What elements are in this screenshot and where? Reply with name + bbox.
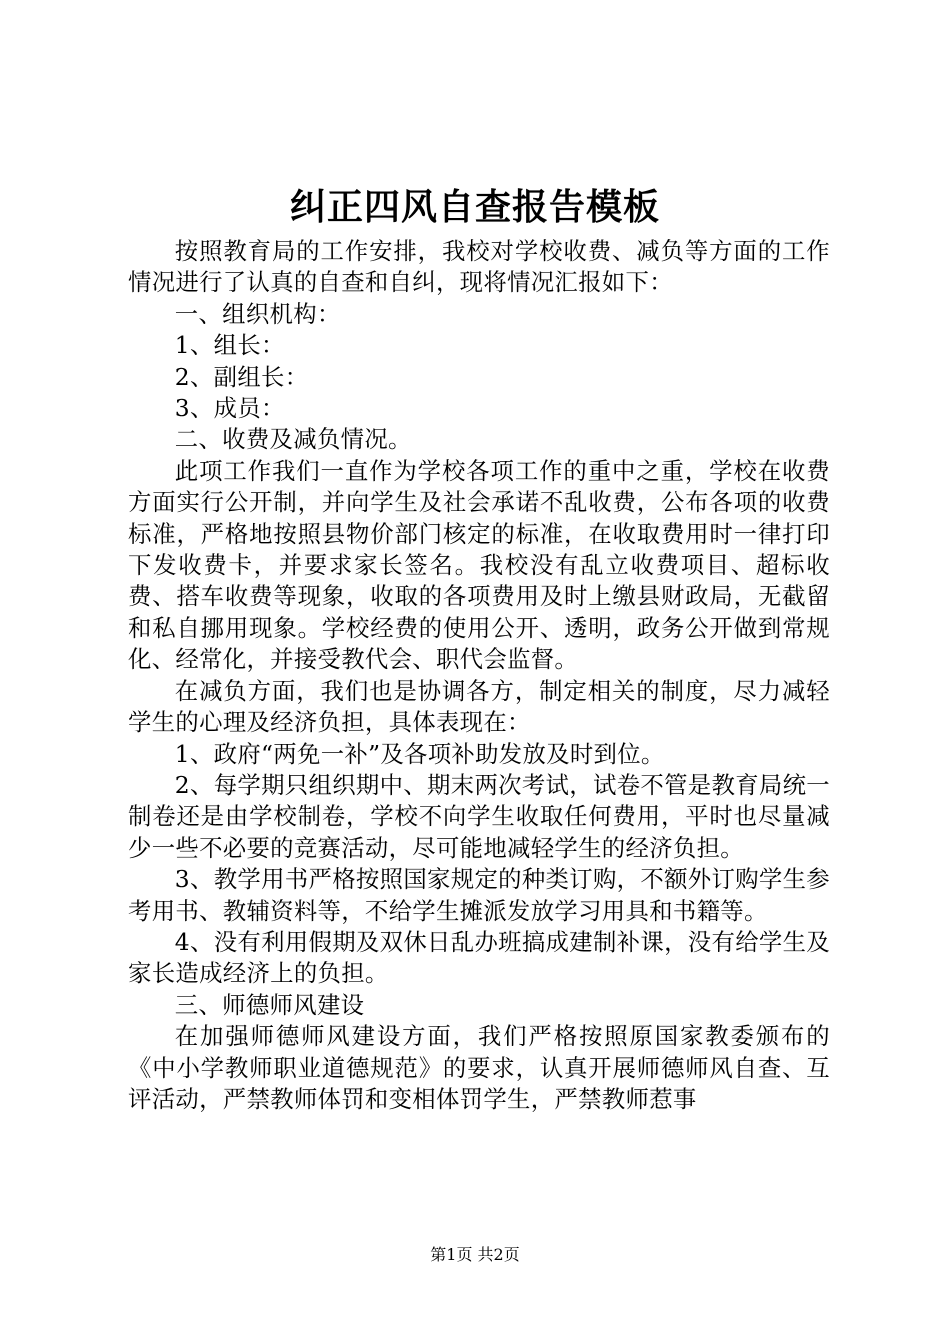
page-footer: 第1页 共2页	[430, 1245, 520, 1264]
section-heading-fees: 二、收费及减负情况。	[174, 425, 412, 454]
list-item-classes: 4、没有利用假期及双休日乱办班搞成建制补课，没有给学生及家长造成经济上的负担。	[128, 927, 830, 988]
list-item-books: 3、教学用书严格按照国家规定的种类订购，不额外订购学生参考用书、教辅资料等，不给学生摊派发放学习用具和书籍等。	[128, 865, 830, 925]
section-heading-organization: 一、组织机构：	[174, 299, 341, 328]
list-item-deputy-leader: 2、副组长：	[174, 362, 309, 391]
list-item-leader: 1、组长：	[174, 331, 285, 360]
document-body	[128, 236, 830, 1115]
paragraph-burden: 在减负方面，我们也是协调各方，制定相关的制度，尽力减轻学生的心理及经济负担，具体表现在：	[128, 676, 830, 737]
section-heading-ethics: 三、师德师风建设	[174, 990, 365, 1019]
paragraph-intro: 按照教育局的工作安排，我校对学校收费、减负等方面的工作情况进行了认真的自查和自纠，现将情况汇报如下：	[128, 237, 830, 297]
document-title: 纠正四风自查报告模板	[289, 186, 660, 228]
list-item-exams: 2、每学期只组织期中、期末两次考试，试卷不管是教育局统一制卷还是由学校制卷，学校不向学生收取任何费用，平时也尽量减少一些不必要的竞赛活动，尽可能地减轻学生的经济负担。	[128, 770, 830, 862]
list-item-members: 3、成员：	[174, 394, 285, 423]
list-item-subsidy: 1、政府“两免一补”及各项补助发放及时到位。	[174, 739, 665, 768]
paragraph-ethics: 在加强师德师风建设方面，我们严格按照原国家教委颁布的《中小学教师职业道德规范》的要求，认真开展师德师风自查、互评活动，严禁教师体罚和变相体罚学生，严禁教师惹事	[128, 1022, 830, 1113]
paragraph-fees: 此项工作我们一直作为学校各项工作的重中之重，学校在收费方面实行公开制，并向学生及社会承诺不乱收费，公布各项的收费标准，严格地按照县物价部门核定的标准，在收取费用时一律打印下发收费卡，并要求家长签名。我校没有乱立收费项目、超标收费、搭车收费等现象，收取的各项费用及时上缴县财政局，无截留和私自挪用现象。学校经费的使用公开、透明，政务公开做到常规化、经常化，并接受教代会、职代会监督。	[128, 456, 830, 674]
